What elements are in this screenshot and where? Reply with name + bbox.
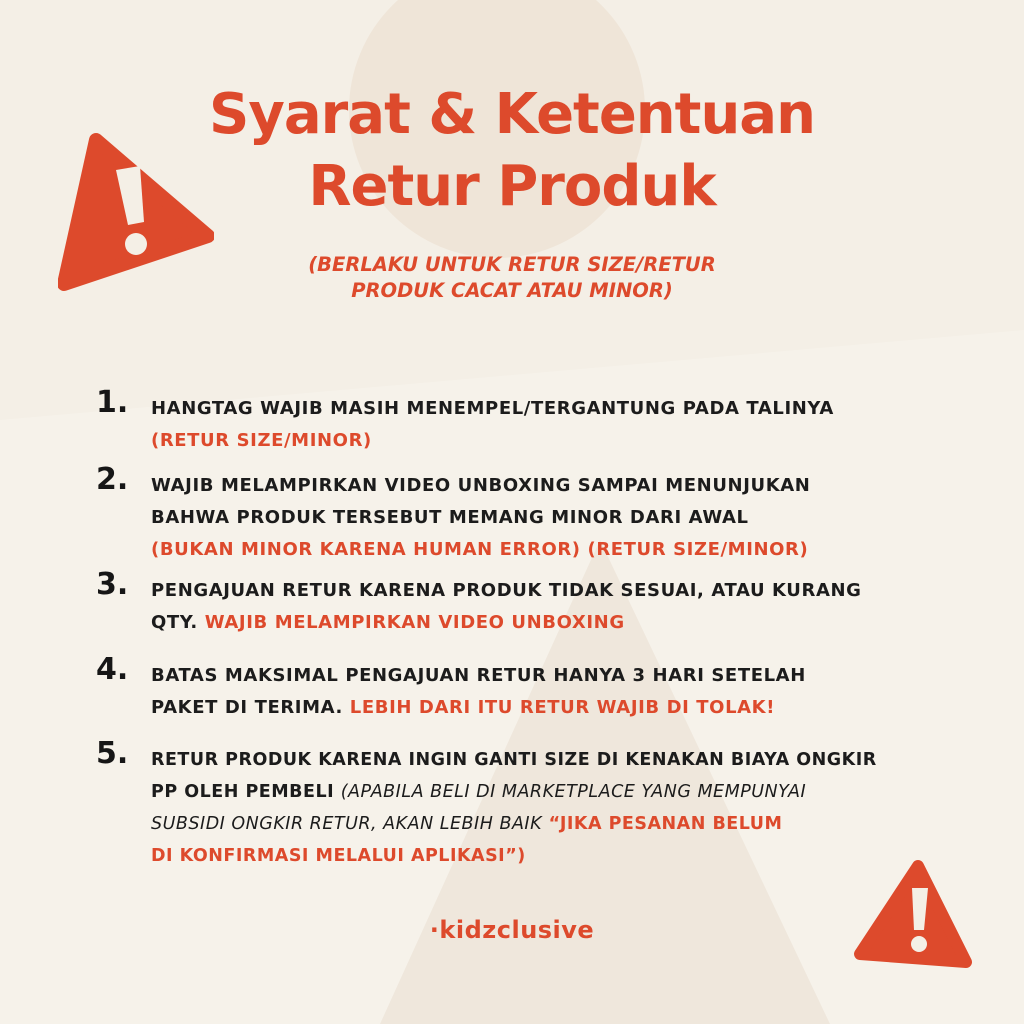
item-text xyxy=(151,470,810,566)
item-text xyxy=(151,393,834,457)
item-line-italic: (APABILA BELI DI MARKETPLACE YANG MEMPUNYAI xyxy=(340,782,807,802)
item-text xyxy=(151,575,862,639)
item-line-highlight: (BUKAN MINOR KARENA HUMAN ERROR) (RETUR SIZE/MINOR) xyxy=(151,539,809,560)
item-number: 3. xyxy=(96,567,129,602)
page-title-line2: Retur Produk xyxy=(308,154,716,219)
item-line-italic: SUBSIDI ONGKIR RETUR, AKAN LEBIH BAIK xyxy=(151,814,543,834)
item-line xyxy=(151,808,877,840)
item-line: HANGTAG WAJIB MASIH MENEMPEL/TERGANTUNG PADA TALINYA xyxy=(151,398,834,419)
item-line-text: QTY. xyxy=(151,612,198,633)
item-text xyxy=(151,660,806,724)
item-line: BATAS MAKSIMAL PENGAJUAN RETUR HANYA 3 HARI SETELAH xyxy=(151,665,806,686)
item-number: 5. xyxy=(96,736,129,771)
item-line: PENGAJUAN RETUR KARENA PRODUK TIDAK SESUAI, ATAU KURANG xyxy=(151,580,862,601)
item-line-highlight: “JIKA PESANAN BELUM xyxy=(548,814,783,834)
page-title-line1: Syarat & Ketentuan xyxy=(209,82,815,147)
item-number: 2. xyxy=(96,462,129,497)
item-line: WAJIB MELAMPIRKAN VIDEO UNBOXING SAMPAI MENUNJUKAN xyxy=(151,475,811,496)
item-line xyxy=(151,776,877,808)
subtitle-line1: (BERLAKU UNTUK RETUR SIZE/RETUR xyxy=(308,253,716,276)
item-line-text: PP OLEH PEMBELI xyxy=(151,782,335,802)
item-number: 4. xyxy=(96,652,129,687)
item-line xyxy=(151,607,862,639)
item-line-highlight: (RETUR SIZE/MINOR) xyxy=(151,430,372,451)
item-line xyxy=(151,692,806,724)
subtitle xyxy=(0,252,1024,304)
item-line-highlight: DI KONFIRMASI MELALUI APLIKASI”) xyxy=(151,846,526,866)
brand-logo: ·kidzclusive xyxy=(429,916,595,944)
item-line: RETUR PRODUK KARENA INGIN GANTI SIZE DI KENAKAN BIAYA ONGKIR xyxy=(151,750,877,770)
item-text xyxy=(151,744,877,872)
item-line-highlight: LEBIH DARI ITU RETUR WAJIB DI TOLAK! xyxy=(349,697,776,718)
item-number: 1. xyxy=(96,385,129,420)
item-line-highlight: WAJIB MELAMPIRKAN VIDEO UNBOXING xyxy=(204,612,625,633)
item-line-text: PAKET DI TERIMA. xyxy=(151,697,343,718)
subtitle-line2: PRODUK CACAT ATAU MINOR) xyxy=(351,279,673,302)
item-line: BAHWA PRODUK TERSEBUT MEMANG MINOR DARI AWAL xyxy=(151,507,749,528)
